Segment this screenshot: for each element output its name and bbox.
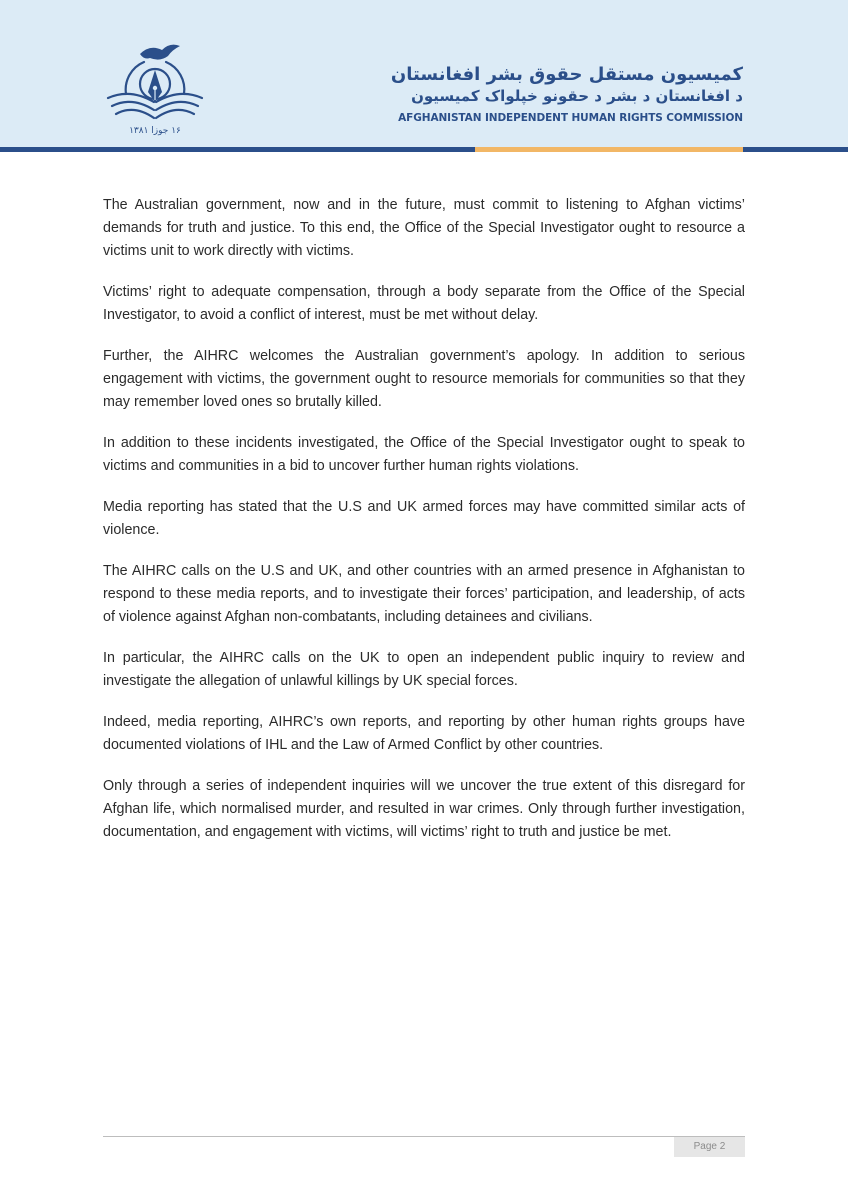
footer-rule (103, 1136, 745, 1137)
page-number: Page 2 (674, 1137, 745, 1157)
org-name-english: AFGHANISTAN INDEPENDENT HUMAN RIGHTS COMMISSION (398, 112, 743, 124)
letterhead-header (0, 0, 848, 147)
paragraph: Further, the AIHRC welcomes the Australian government’s apology. In addition to serious engagement with victims, the government ought to resource memorials for communities so that they may remember loved ones so brutally killed. (103, 348, 745, 410)
paragraph: In particular, the AIHRC calls on the UK to open an independent public inquiry to review and investigate the allegation of unlawful killings by UK special forces. (103, 650, 745, 689)
paragraph: Indeed, media reporting, AIHRC’s own reports, and reporting by other human rights groups have documented violations of IHL and the Law of Armed Conflict by other countries. (103, 714, 745, 753)
paragraph: Only through a series of independent inquiries will we uncover the true extent of this disregard for Afghan life, which normalised murder, and resulted in war crimes. Only through further investigation, documentation, and engagement with victims, will victims’ right to truth and justice be met. (103, 778, 745, 840)
aihrc-logo (104, 40, 206, 140)
header-rule-gold (475, 147, 743, 152)
paragraph: Victims’ right to adequate compensation, through a body separate from the Office of the Special Investigator, to avoid a conflict of interest, must be met without delay. (103, 284, 745, 323)
dove-book-pen-emblem-icon (104, 40, 206, 126)
paragraph: The AIHRC calls on the U.S and UK, and other countries with an armed presence in Afghanistan to respond to these media reports, and to investigate their forces’ participation, and leadership, of acts of violence against Afghan non-combatants, including detainees and civilians. (103, 563, 745, 625)
paragraph: The Australian government, now and in the future, must commit to listening to Afghan victims’ demands for truth and justice. To this end, the Office of the Special Investigator ought to resource a victims unit to work directly with victims. (103, 197, 745, 259)
org-name-dari: کمیسیون مستقل حقوق بشر افغانستان (390, 64, 743, 85)
founding-date: ۱۶ جوزا ۱۳۸۱ (129, 126, 181, 136)
org-name-pashto: د افغانستان د بشر د حقونو خپلواک کمیسیون (411, 87, 743, 105)
paragraph: In addition to these incidents investigated, the Office of the Special Investigator ought to speak to victims and communities in a bid to uncover further human rights violations. (103, 435, 745, 474)
paragraph: Media reporting has stated that the U.S and UK armed forces may have committed similar acts of violence. (103, 499, 745, 538)
organization-names (323, 64, 743, 124)
letter-body (103, 194, 745, 862)
